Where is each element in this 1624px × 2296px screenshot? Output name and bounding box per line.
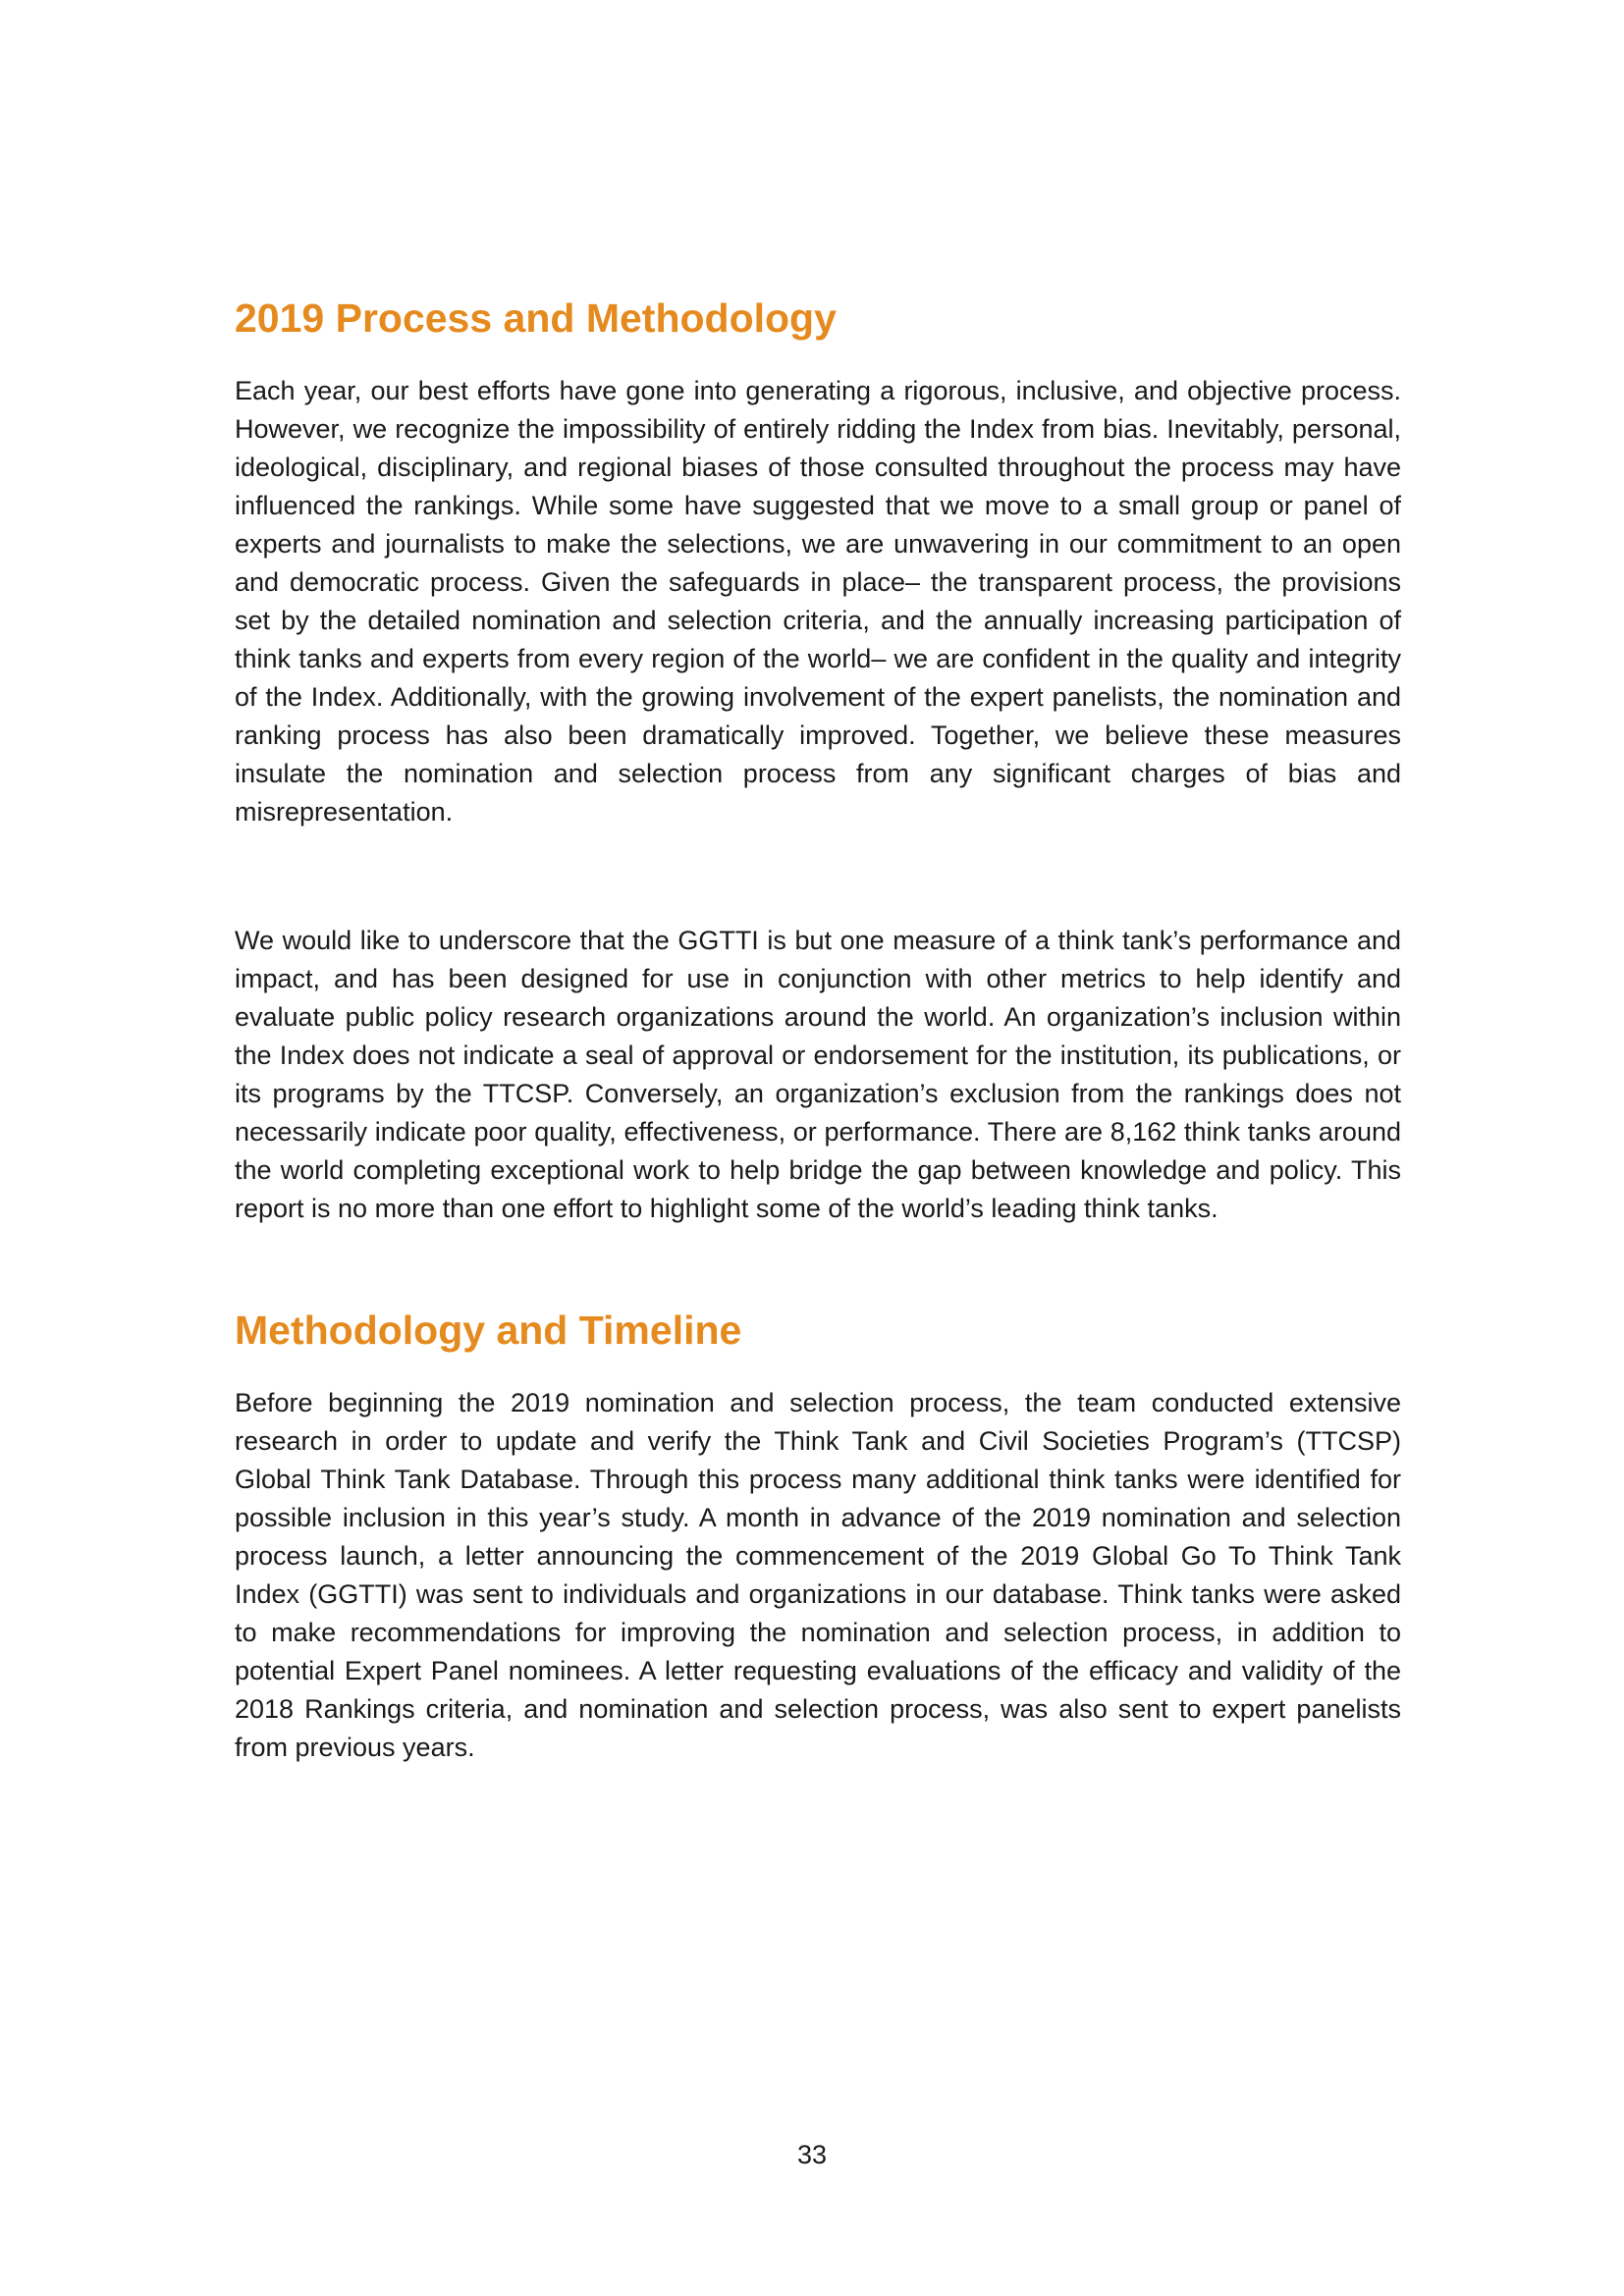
paragraph-nomination-process: Before beginning the 2019 nomination and selection process, the team conducted extensive research in order to update and verify the Think Tank and Civil Societies Program’s (TTCSP) Global Think Tank Database. Through this process many additional think tanks were identified for possible inclusion in this year’s study. A month in advance of the 2019 nomination and selection process launch, a letter announcing the commencement of the 2019 Global Go To Think Tank Index (GGTTI) was sent to individuals and organizations in our database. Think tanks were asked to make recommendations for improving the nomination and selection process, in addition to potential Expert Panel nominees. A letter requesting evaluations of the efficacy and validity of the 2018 Rankings criteria, and nomination and selection process, was also sent to expert panelists from previous years. [235, 1388, 1401, 1763]
page-number: 33 [796, 2140, 828, 2169]
section-title-process-methodology: 2019 Process and Methodology [235, 295, 837, 341]
paragraph-ggtti-measure: We would like to underscore that the GGTTI is but one measure of a think tank’s performance and impact, and has been designed for use in conjunction with other metrics to help identify and evaluate public policy research organizations around the world. An organization’s inclusion within the Index does not indicate a seal of approval or endorsement for the institution, its publications, or its programs by the TTCSP. Conversely, an organization’s exclusion from the rankings does not necessarily indicate poor quality, effectiveness, or performance. There are 8,162 think tanks around the world completing exceptional work to help bridge the gap between knowledge and policy. This report is no more than one effort to highlight some of the world’s leading think tanks. [235, 926, 1401, 1224]
paragraph-bias-safeguards: Each year, our best efforts have gone into generating a rigorous, inclusive, and objective process. However, we recognize the impossibility of entirely ridding the Index from bias. Inevitably, personal, ideological, disciplinary, and regional biases of those consulted throughout the process may have influenced the rankings. While some have suggested that we move to a small group or panel of experts and journalists to make the selections, we are unwavering in our commitment to an open and democratic process. Given the safeguards in place– the transparent process, the provisions set by the detailed nomination and selection criteria, and the annually increasing participation of think tanks and experts from every region of the world– we are confident in the quality and integrity of the Index. Additionally, with the growing involvement of the expert panelists, the nomination and ranking process has also been dramatically improved. Together, we believe these measures insulate the nomination and selection process from any significant charges of bias and misrepresentation. [235, 376, 1401, 828]
section-title-methodology-timeline: Methodology and Timeline [235, 1308, 742, 1354]
page-content [235, 294, 1401, 1767]
